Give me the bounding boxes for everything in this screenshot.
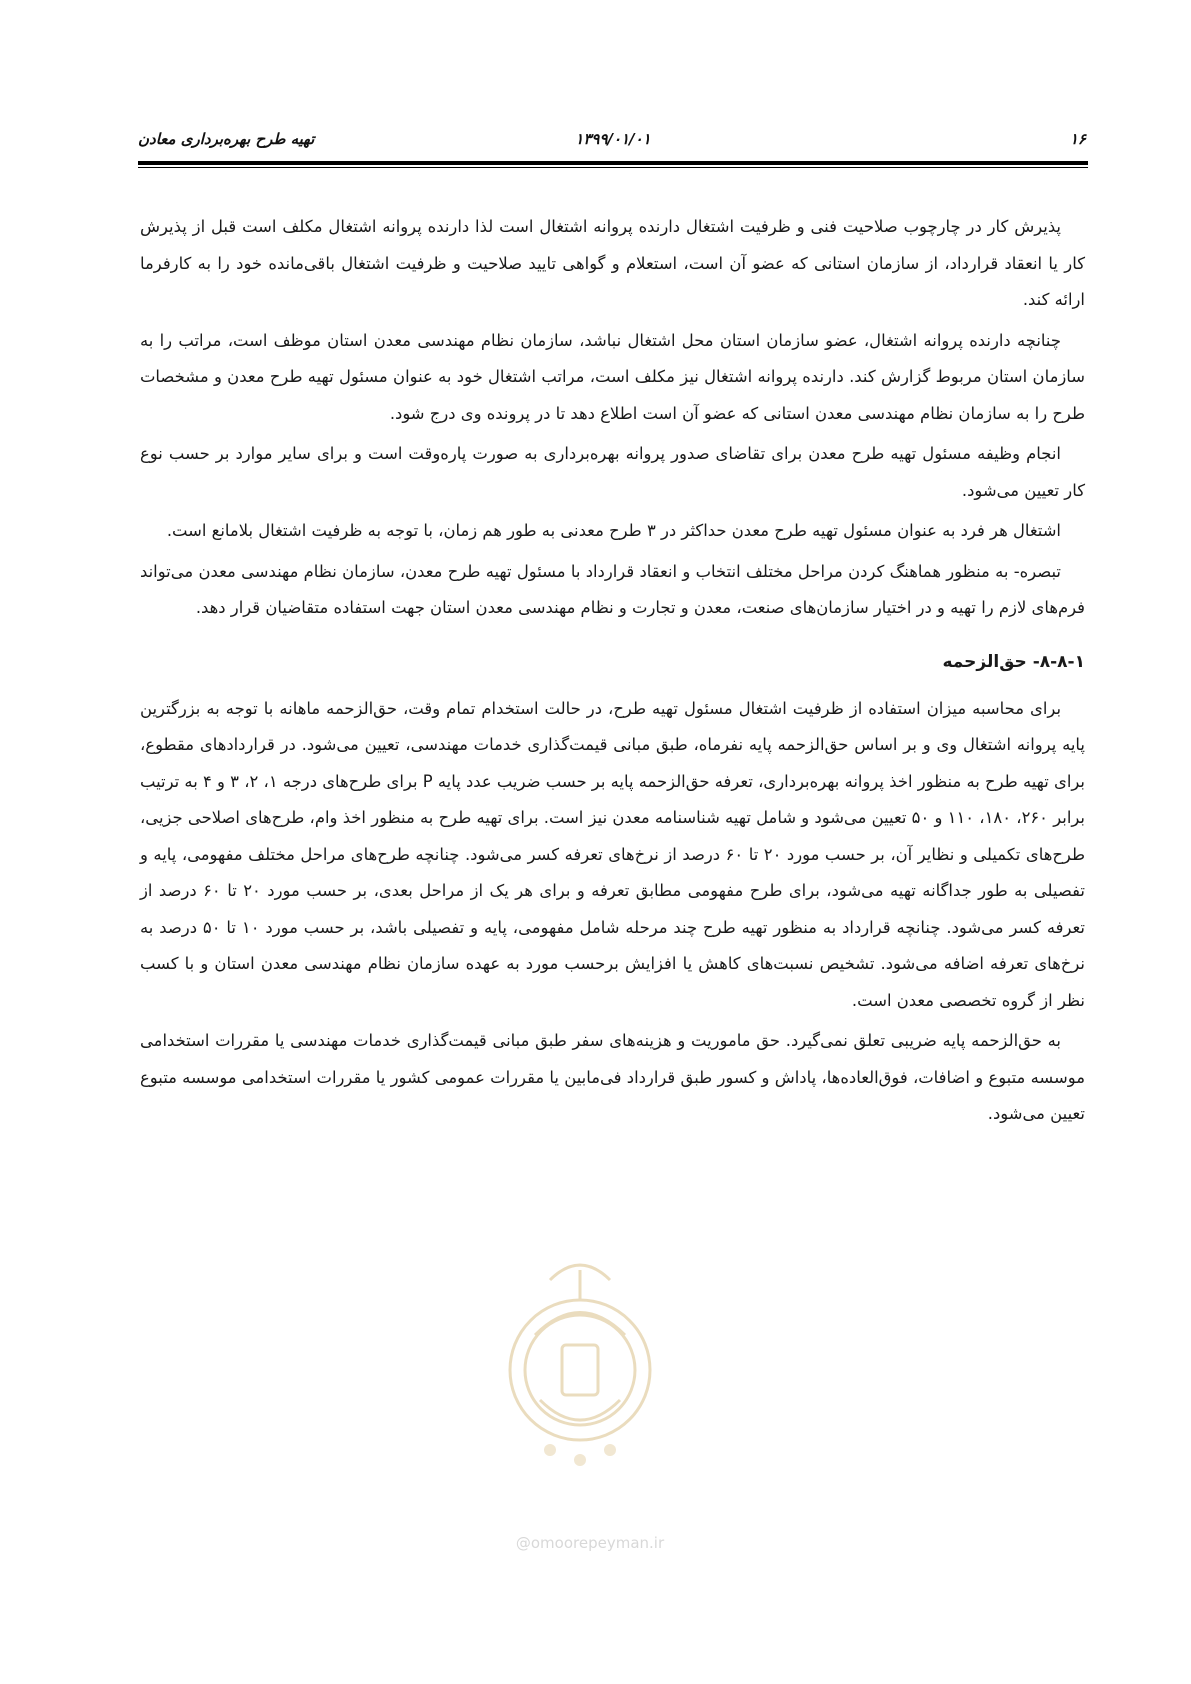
page-number: ۱۶ bbox=[1069, 130, 1086, 148]
paragraph: انجام وظیفه مسئول تهیه طرح معدن برای تقاضای صدور پروانه بهره‌برداری به صورت پاره‌وقت است و برای سایر موارد بر حسب نوع کار تعیین می‌شود. bbox=[140, 444, 1085, 500]
header-date: ۱۳۹۹/۰۱/۰۱ bbox=[575, 130, 651, 148]
watermark-url: @omoorepeyman.ir bbox=[515, 1534, 665, 1552]
watermark-seal-icon bbox=[480, 1250, 680, 1510]
paragraph: تبصره- به منظور هماهنگ کردن مراحل مختلف انتخاب و انعقاد قرارداد با مسئول تهیه طرح معدن، سازمان نظام مهندسی معدن می‌تواند فرم‌های لازم را تهیه و در اختیار سازمان‌های صنعت، معدن و تجارت و نظام مهندسی معدن استان جهت استفاده متقاضیان قرار دهد. bbox=[140, 561, 1085, 617]
paragraph: چنانچه دارنده پروانه اشتغال، عضو سازمان استان محل اشتغال نباشد، سازمان نظام مهندسی معدن استان موظف است، مراتب را به سازمان استان مربوط گزارش کند. دارنده پروانه اشتغال نیز مکلف است، مراتب اشتغال خود به عنوان مسئول تهیه طرح معدن و مشخصات طرح را به سازمان نظام مهندسی معدن استانی که عضو آن است اطلاع دهد تا در پرونده وی درج شود. bbox=[140, 330, 1085, 423]
header-title: تهیه طرح بهره‌برداری معادن bbox=[138, 130, 315, 148]
paragraph: برای محاسبه میزان استفاده از ظرفیت اشتغال مسئول تهیه طرح، در حالت استخدام تمام وقت، حق‌الزحمه ماهانه با توجه به بزرگترین پایه پروانه اشتغال وی و بر اساس حق‌الزحمه پایه نفرماه، طبق مبانی قیمت‌گذاری خدمات مهندسی، تعیین می‌شود. در قراردادهای مقطوع، برای تهیه طرح به منظور اخذ پروانه بهره‌برداری، تعرفه حق‌الزحمه پایه بر حسب ضریب عدد پایه P برای طرح‌های درجه ۱، ۲، ۳ و ۴ به ترتیب برابر ۲۶۰، ۱۸۰، ۱۱۰ و ۵۰ تعیین می‌شود و شامل تهیه شناسنامه معدن نیز است. برای تهیه طرح به منظور اخذ وام، طرح‌های اصلاحی جزیی، طرح‌های تکمیلی و نظایر آن، بر حسب مورد ۲۰ تا ۶۰ درصد از نرخ‌های تعرفه کسر می‌شود. چنانچه طرح‌های مراحل مختلف مفهومی، پایه و تفصیلی به طور جداگانه تهیه می‌شود، برای طرح مفهومی مطابق تعرفه و برای هر یک از مراحل بعدی، بر حسب مورد ۲۰ تا ۶۰ درصد از تعرفه کسر می‌شود. چنانچه قرارداد به منظور تهیه طرح چند مرحله شامل مفهومی، پایه و تفصیلی باشد، بر حسب مورد ۱۰ تا ۵۰ درصد به نرخ‌های تعرفه اضافه می‌شود. تشخیص نسبت‌های کاهش یا افزایش برحسب مورد به عهده سازمان نظام مهندسی معدن استان و با کسب نظر از گروه تخصصی معدن است. bbox=[140, 698, 1086, 1010]
paragraph: اشتغال هر فرد به عنوان مسئول تهیه طرح معدن حداکثر در ۳ طرح معدنی به طور هم زمان، با توجه به ظرفیت اشتغال بلامانع است. bbox=[166, 521, 1061, 540]
header-rule-thin bbox=[138, 167, 1088, 168]
section-heading: ۸-۸-۱- حق‌الزحمه bbox=[942, 651, 1085, 672]
page-header bbox=[138, 126, 1088, 156]
paragraph: پذیرش کار در چارچوب صلاحیت فنی و ظرفیت اشتغال دارنده پروانه اشتغال است لذا دارنده پروانه اشتغال مکلف است قبل از پذیرش کار یا انعقاد قرارداد، از سازمان استانی که عضو آن است، استعلام و گواهی تایید صلاحیت و ظرفیت اشتغال باقی‌مانده خود را به کارفرما ارائه کند. bbox=[140, 217, 1085, 309]
paragraph: به حق‌الزحمه پایه ضریبی تعلق نمی‌گیرد. حق ماموریت و هزینه‌های سفر طبق مبانی قیمت‌گذاری خدمات مهندسی یا مقررات استخدامی موسسه متبوع و اضافات، فوق‌العاده‌ها، پاداش و کسور طبق قرارداد فی‌مابین یا مقررات عمومی کشور یا مقررات استخدامی موسسه متبوع تعیین می‌شود. bbox=[140, 1031, 1085, 1123]
document-body bbox=[140, 209, 1085, 1137]
header-rule-thick bbox=[138, 161, 1088, 165]
